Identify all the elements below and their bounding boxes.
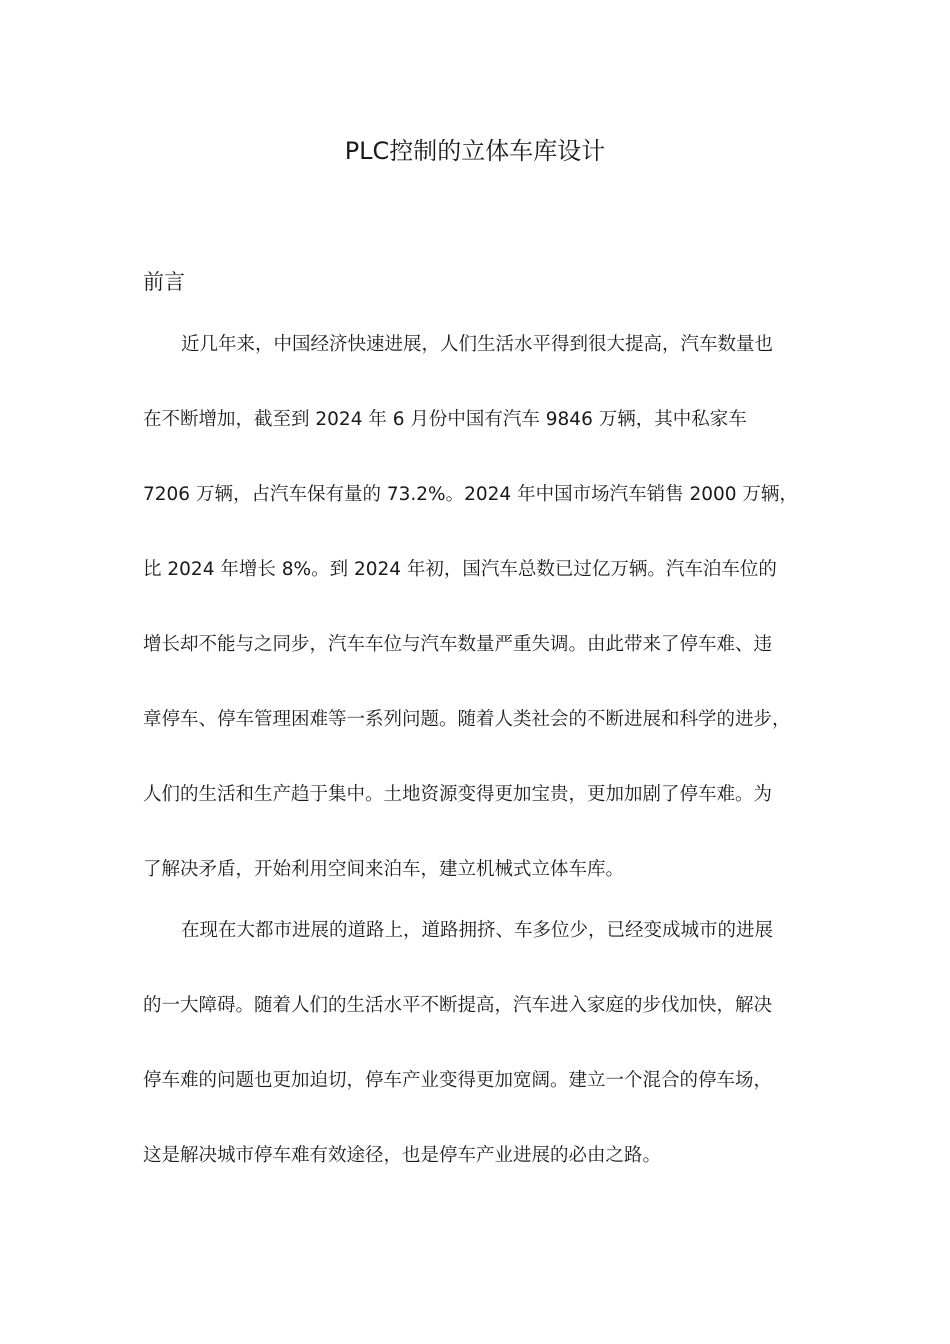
paragraph-line: 近几年来，中国经济快速进展，人们生活水平得到很大提高，汽车数量也 — [181, 334, 774, 355]
paragraph-line: 停车难的问题也更加迫切，停车产业变得更加宽阔。建立一个混合的停车场， — [143, 1070, 773, 1091]
paragraph-line: 7206 万辆，占汽车保有量的 73.2%。2024 年中国市场汽车销售 2000 万辆， — [143, 484, 798, 505]
document-title: PLC控制的立体车库设计 — [344, 137, 606, 165]
paragraph-line: 的一大障碍。随着人们的生活水平不断提高，汽车进入家庭的步伐加快，解决 — [143, 995, 773, 1016]
paragraph-line: 在不断增加，截至到 2024 年 6 月份中国有汽车 9846 万辆，其中私家车 — [143, 409, 747, 430]
section-heading: 前言 — [143, 270, 185, 294]
paragraph-line: 在现在大都市进展的道路上，道路拥挤、车多位少，已经变成城市的进展 — [181, 920, 774, 941]
paragraph-2 — [143, 916, 823, 1171]
paragraph-line: 了解决矛盾，开始利用空间来泊车，建立机械式立体车库。 — [143, 859, 625, 880]
paragraph-line: 增长却不能与之同步，汽车车位与汽车数量严重失调。由此带来了停车难、违 — [143, 634, 773, 655]
paragraph-line: 这是解决城市停车难有效途径，也是停车产业进展的必由之路。 — [143, 1145, 662, 1166]
paragraph-1 — [143, 330, 823, 885]
paragraph-line: 人们的生活和生产趋于集中。土地资源变得更加宝贵，更加加剧了停车难。为 — [143, 784, 773, 805]
paragraph-line: 章停车、停车管理困难等一系列问题。随着人类社会的不断进展和科学的进步， — [143, 709, 791, 730]
paragraph-line: 比 2024 年增长 8%。到 2024 年初，国汽车总数已过亿万辆。汽车泊车位的 — [143, 559, 777, 580]
